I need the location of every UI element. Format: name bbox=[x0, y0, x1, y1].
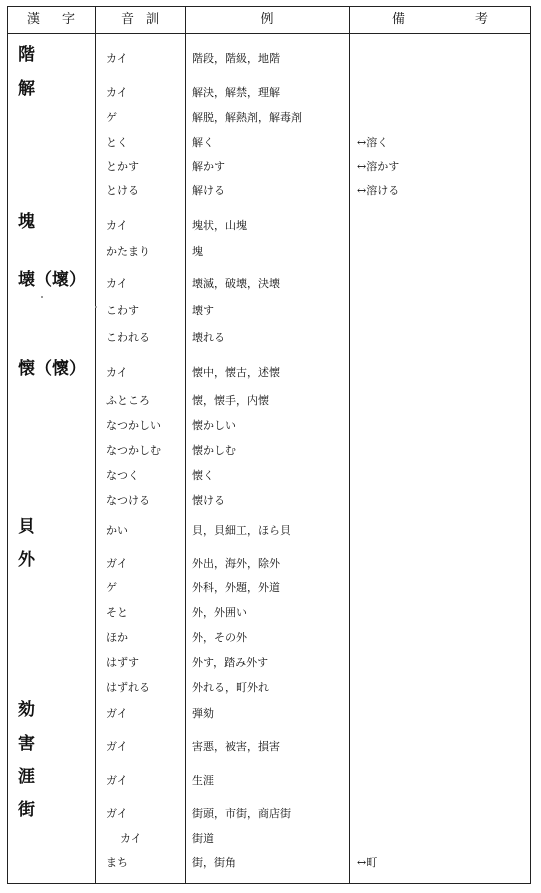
entry-kanji: 街 bbox=[18, 800, 35, 820]
entry-reading: こわす bbox=[106, 304, 139, 317]
header-notes-char-1: 備 bbox=[391, 12, 405, 27]
header-reading-char-2: 訓 bbox=[146, 12, 160, 27]
entry-example: 壊滅，破壊，決壊 bbox=[192, 277, 280, 290]
entry-note: ↔溶ける bbox=[357, 184, 400, 197]
entry-example: 解かす bbox=[192, 160, 225, 173]
entry-example: 壊れる bbox=[192, 331, 225, 344]
entry-reading: カイ bbox=[106, 366, 128, 379]
entry-reading: なつける bbox=[106, 494, 150, 507]
entry-reading: はずす bbox=[106, 656, 139, 669]
header-reading bbox=[95, 8, 185, 32]
entry-example: 外，その外 bbox=[192, 631, 247, 644]
entry-kanji: 壊（壞） bbox=[18, 270, 86, 290]
entry-example: 街頭，市街，商店街 bbox=[192, 807, 291, 820]
entry-kanji: 涯 bbox=[18, 767, 35, 787]
entry-reading: まち bbox=[106, 856, 128, 869]
entry-reading: ガイ bbox=[106, 774, 128, 787]
entry-example: 街道 bbox=[192, 832, 214, 845]
entry-reading: ガイ bbox=[106, 740, 128, 753]
entry-example: 解く bbox=[192, 136, 214, 149]
entry-example: 外す，踏み外す bbox=[192, 656, 269, 669]
entry-note: ↔溶かす bbox=[357, 160, 400, 173]
entry-example: 解脱，解熱剤，解毒剤 bbox=[192, 111, 302, 124]
entry-example: 塊状，山塊 bbox=[192, 219, 247, 232]
header-kanji bbox=[7, 8, 95, 32]
entry-example: 懐かしい bbox=[192, 419, 236, 432]
entry-note: ↔町 bbox=[357, 856, 378, 869]
entry-kanji: 貝 bbox=[18, 517, 35, 537]
entry-kanji: 劾 bbox=[18, 700, 35, 720]
entry-kanji: 害 bbox=[18, 734, 35, 754]
entry-reading: かたまり bbox=[106, 245, 150, 258]
entry-reading: とく bbox=[106, 136, 128, 149]
entry-example: 塊 bbox=[192, 245, 203, 258]
entry-example: 懐，懐手，内懐 bbox=[192, 394, 269, 407]
entry-reading: カイ bbox=[106, 219, 128, 232]
entry-reading: はずれる bbox=[106, 681, 150, 694]
entry-example: 害悪，被害，損害 bbox=[192, 740, 280, 753]
entry-reading: なつかしい bbox=[106, 419, 161, 432]
column-divider-1 bbox=[95, 6, 96, 884]
header-divider bbox=[7, 33, 531, 34]
entry-reading: とかす bbox=[106, 160, 139, 173]
entry-kanji: 塊 bbox=[18, 212, 35, 232]
scan-speck bbox=[95, 306, 97, 308]
entry-reading: ガイ bbox=[106, 557, 128, 570]
scan-speck bbox=[41, 296, 43, 298]
entry-reading: そと bbox=[106, 606, 128, 619]
entry-example: 弾劾 bbox=[192, 707, 214, 720]
entry-reading: カイ bbox=[106, 277, 128, 290]
header-example-text: 例 bbox=[260, 12, 274, 27]
entry-kanji: 階 bbox=[18, 45, 35, 65]
entry-reading: ガイ bbox=[106, 807, 128, 820]
entry-reading: カイ bbox=[106, 86, 128, 99]
entry-example: 懐ける bbox=[192, 494, 225, 507]
entry-kanji: 懐（懷） bbox=[18, 359, 86, 379]
entry-reading: ゲ bbox=[106, 111, 117, 124]
entry-example: 階段，階級，地階 bbox=[192, 52, 280, 65]
entry-note: ↔溶く bbox=[357, 136, 389, 149]
header-kanji-char-2: 字 bbox=[62, 12, 76, 27]
entry-kanji: 解 bbox=[18, 79, 35, 99]
entry-example: 懐く bbox=[192, 469, 214, 482]
entry-example: 外科，外題，外道 bbox=[192, 581, 280, 594]
entry-reading: ゲ bbox=[106, 581, 117, 594]
entry-example: 懐かしむ bbox=[192, 444, 236, 457]
header-reading-char-1: 音 bbox=[120, 12, 134, 27]
column-divider-2 bbox=[185, 6, 186, 884]
header-notes-char-2: 考 bbox=[475, 12, 489, 27]
entry-reading: ふところ bbox=[106, 394, 150, 407]
entry-reading: かい bbox=[106, 524, 128, 537]
entry-example: 貝，貝細工，ほら貝 bbox=[192, 524, 291, 537]
entry-example: 街，街角 bbox=[192, 856, 236, 869]
entry-reading: ほか bbox=[106, 631, 128, 644]
entry-reading: カイ bbox=[106, 52, 128, 65]
entry-reading: なつかしむ bbox=[106, 444, 161, 457]
entry-example: 懐中，懐古，述懐 bbox=[192, 366, 280, 379]
entry-reading: なつく bbox=[106, 469, 139, 482]
entry-example: 壊す bbox=[192, 304, 214, 317]
entry-example: 外出，海外，除外 bbox=[192, 557, 280, 570]
entry-example: 生涯 bbox=[192, 774, 214, 787]
entry-example: 解決，解禁，理解 bbox=[192, 86, 280, 99]
entry-reading: とける bbox=[106, 184, 139, 197]
column-divider-3 bbox=[349, 6, 350, 884]
entry-example: 解ける bbox=[192, 184, 225, 197]
header-example bbox=[185, 8, 349, 32]
header-kanji-char-1: 漢 bbox=[26, 12, 40, 27]
entry-kanji: 外 bbox=[18, 550, 35, 570]
header-notes bbox=[349, 8, 531, 32]
entry-example: 外，外囲い bbox=[192, 606, 247, 619]
entry-reading: ガイ bbox=[106, 707, 128, 720]
entry-reading: こわれる bbox=[106, 331, 150, 344]
entry-example: 外れる，町外れ bbox=[192, 681, 269, 694]
entry-reading: カイ bbox=[120, 832, 142, 845]
